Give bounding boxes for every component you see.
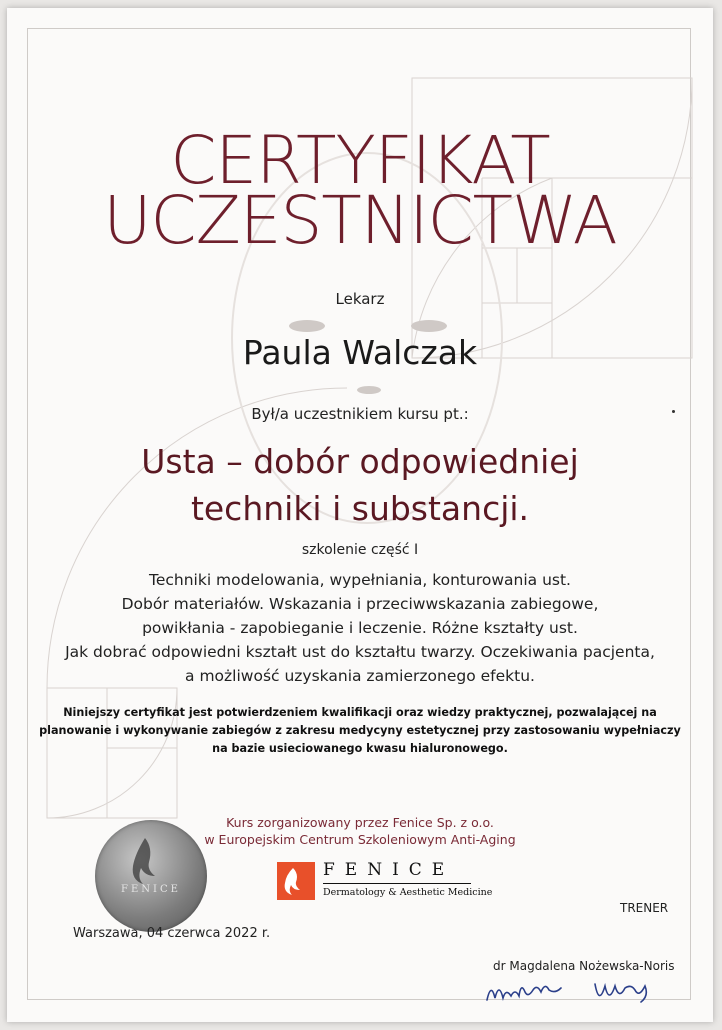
- course-title-line1: Usta – dobór odpowiedniej: [141, 442, 579, 481]
- description-line: Jak dobrać odpowiedni kształt ust do kształtu twarzy. Oczekiwania pacjenta,: [65, 643, 655, 661]
- participant-name: Paula Walczak: [242, 333, 478, 372]
- organizer-line: w Europejskim Centrum Szkoleniowym Anti-Aging: [204, 832, 516, 847]
- organizer-line: Kurs zorganizowany przez Fenice Sp. z o.o.: [226, 815, 494, 830]
- description-line: Techniki modelowania, wypełniania, konturowania ust.: [149, 571, 571, 589]
- fenice-mark-icon: [277, 862, 315, 900]
- trainer-label: TRENER: [620, 901, 669, 915]
- phoenix-icon: [95, 820, 207, 932]
- course-title: [7, 438, 713, 532]
- note-line: Niniejszy certyfikat jest potwierdzeniem kwalifikacji oraz wiedzy praktycznej, pozwalającej na: [63, 706, 657, 719]
- participation-text: Był/a uczestnikiem kursu pt.:: [251, 405, 469, 423]
- seal-text: FENICE: [121, 884, 181, 895]
- course-title-line2: techniki i substancji.: [190, 489, 530, 528]
- course-description: [7, 568, 713, 688]
- place-and-date: Warszawa, 04 czerwca 2022 r.: [73, 926, 271, 941]
- logo-divider: [323, 883, 471, 884]
- course-part: szkolenie część I: [301, 542, 419, 558]
- trainer-name: dr Magdalena Nożewska-Noris: [493, 959, 675, 973]
- logo-subtitle: Dermatology & Aesthetic Medicine: [323, 887, 493, 898]
- certificate-page: [7, 8, 713, 1022]
- stray-dot: [672, 410, 675, 413]
- fenice-seal: [95, 820, 207, 932]
- description-line: Dobór materiałów. Wskazania i przeciwwskazania zabiegowe,: [121, 595, 599, 613]
- confirmation-note: [7, 704, 713, 758]
- logo-name: FENICE: [323, 860, 455, 880]
- note-line: na bazie usieciowanego kwasu hialuronowego.: [212, 742, 508, 755]
- note-line: planowanie i wykonywanie zabiegów z zakresu medycyny estetycznej przy zastosowaniu wypełniaczy: [39, 724, 681, 737]
- description-line: a możliwość uzyskania zamierzonego efektu.: [185, 667, 535, 685]
- fenice-logo: [277, 858, 493, 904]
- trainer-signature: [483, 974, 683, 1014]
- certificate-title-line2: UCZESTNICTWA: [103, 182, 617, 259]
- description-line: powikłania - zapobieganie i leczenie. Różne kształty ust.: [142, 619, 578, 637]
- participant-role: Lekarz: [335, 290, 385, 308]
- certificate-title-line1: CERTYFIKAT: [170, 122, 550, 199]
